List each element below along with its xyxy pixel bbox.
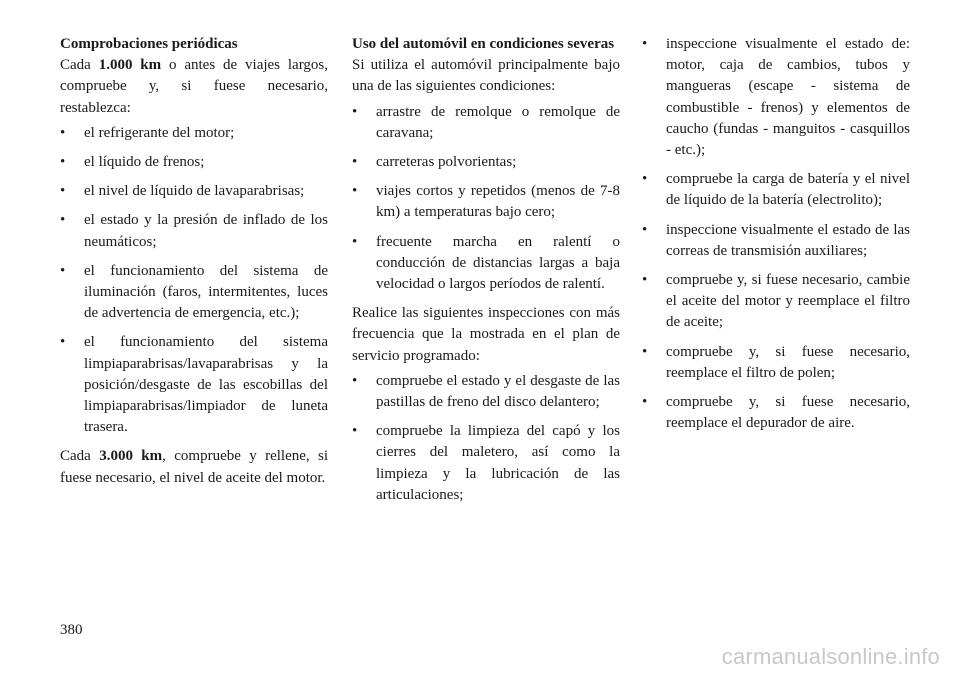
inspections-intro: Realice las siguientes inspecciones con más frecuencia que la mostrada en el plan de servicio programado:: [352, 305, 620, 364]
intro-distance: 1.000 km: [98, 57, 162, 74]
list-item: • el estado y la presión de inflado de los neumáticos;: [60, 210, 328, 252]
inspections-list-continued: [642, 34, 910, 434]
list-item: • inspeccione visualmente el estado de: motor, caja de cambios, tubos y mangueras (escape - sistema de combustible - frenos) y elementos de caucho (fundas - manguitos - casquillos - etc.);: [642, 34, 910, 161]
intro-paragraph: [60, 55, 328, 119]
list-item: • el refrigerante del motor;: [60, 123, 328, 144]
outro-text-post: , compruebe y rellene, si fuese necesario, el nivel de aceite del motor.: [60, 448, 329, 486]
column-right: [642, 34, 910, 442]
inspections-list: [352, 371, 620, 506]
column-left: [60, 34, 328, 489]
intro-text-pre: Cada: [60, 57, 99, 74]
column-middle: [352, 34, 620, 514]
watermark: carmanualsonline.info: [721, 644, 940, 669]
outro-text-pre: Cada: [60, 448, 100, 465]
list-item: • compruebe el estado y el desgaste de las pastillas de freno del disco delantero;: [352, 371, 620, 413]
list-item: • viajes cortos y repetidos (menos de 7-8 km) a temperaturas bajo cero;: [352, 181, 620, 223]
oil-check-paragraph: [60, 446, 328, 488]
list-item: • compruebe y, si fuese necesario, reemplace el depurador de aire.: [642, 392, 910, 434]
list-item: • inspeccione visualmente el estado de las correas de transmisión auxiliares;: [642, 220, 910, 262]
list-item: • compruebe la limpieza del capó y los cierres del maletero, así como la limpieza y la lubricación de las articulaciones;: [352, 421, 620, 506]
list-item: • arrastre de remolque o remolque de caravana;: [352, 102, 620, 144]
conditions-intro: Si utiliza el automóvil principalmente bajo una de las siguientes condiciones:: [352, 57, 620, 95]
section-heading-periodic-checks: Comprobaciones periódicas: [60, 36, 238, 52]
section-heading-severe-conditions: Uso del automóvil en condiciones severas: [352, 36, 615, 52]
intro-text-post: o antes de viajes largos, compruebe y, si fuese necesario, restablezca:: [60, 57, 329, 116]
outro-distance: 3.000 km: [99, 448, 163, 465]
page-number: 380: [60, 622, 83, 638]
list-item: • el funcionamiento del sistema de iluminación (faros, intermitentes, luces de advertencia de emergencia, etc.);: [60, 261, 328, 325]
list-item: • frecuente marcha en ralentí o conducción de distancias largas a baja velocidad o largos períodos de ralentí.: [352, 232, 620, 296]
periodic-checks-list: [60, 123, 328, 439]
list-item: • el nivel de líquido de lavaparabrisas;: [60, 181, 328, 202]
list-item: • compruebe y, si fuese necesario, reemplace el filtro de polen;: [642, 342, 910, 384]
list-item: • carreteras polvorientas;: [352, 152, 620, 173]
list-item: • el líquido de frenos;: [60, 152, 328, 173]
severe-conditions-list: [352, 102, 620, 296]
list-item: • el funcionamiento del sistema limpiaparabrisas/lavaparabrisas y la posición/desgaste de las escobillas del limpiaparabrisas/limpiador de luneta trasera.: [60, 332, 328, 438]
list-item: • compruebe la carga de batería y el nivel de líquido de la batería (electrolito);: [642, 169, 910, 211]
list-item: • compruebe y, si fuese necesario, cambie el aceite del motor y reemplace el filtro de aceite;: [642, 270, 910, 334]
